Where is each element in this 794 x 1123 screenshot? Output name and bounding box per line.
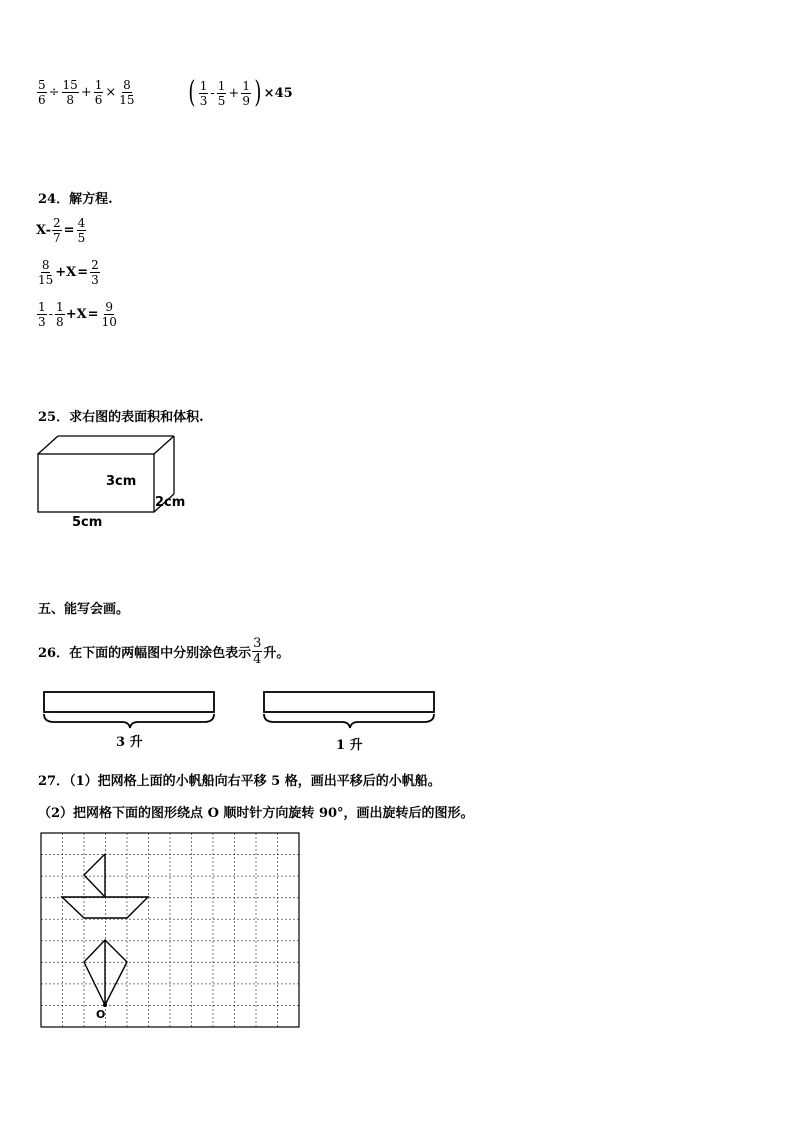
expression-2: ( $\frac{1}{3}$ - $\frac{1}{5}$ + $\frac{1}{9}$ ) ×45 — [188, 75, 293, 110]
fraction: $\frac{2}{3}$ — [91, 258, 99, 287]
fraction: $\frac{4}{5}$ — [77, 216, 86, 245]
fraction: $\frac{1}{3}$ — [199, 78, 208, 108]
cuboid-edge — [38, 436, 58, 454]
sailboat-hull — [62, 897, 148, 918]
right-paren: ) — [254, 75, 262, 110]
bar-1-liter — [264, 692, 434, 712]
grid-figure — [40, 832, 302, 1030]
fraction: $\frac{1}{8}$ — [56, 300, 64, 329]
fraction: $\frac{1}{5}$ — [217, 78, 226, 108]
equation-2: $\frac{8}{15}$ +X = $\frac{2}{3}$ — [38, 258, 99, 287]
fraction: $\frac{9}{10}$ — [101, 300, 117, 329]
left-paren: ( — [188, 75, 196, 110]
cuboid-edge — [154, 436, 174, 454]
brace-3-liters — [44, 714, 214, 728]
depth-label: 2cm — [155, 495, 186, 510]
point-o — [103, 1003, 107, 1007]
liter-bars — [38, 688, 448, 738]
q26-prompt: 26．在下面的两幅图中分别涂色表示 $\frac{3}{4}$ 升。 — [38, 636, 290, 667]
cuboid-front-face — [38, 454, 154, 512]
section-5-title: 五、能写会画。 — [38, 602, 130, 617]
q25-title: 25．求右图的表面积和体积. — [38, 410, 204, 425]
fraction: $\frac{1}{3}$ — [38, 300, 46, 329]
equation-1: X- $\frac{2}{7}$ = $\frac{4}{5}$ — [36, 216, 86, 245]
height-label: 3cm — [106, 474, 137, 489]
fraction: $\frac{15}{8}$ — [62, 78, 78, 107]
q27-line1: 27．（1）把网格上面的小帆船向右平移 5 格，画出平移后的小帆船。 — [38, 774, 441, 789]
fraction: $\frac{3}{4}$ — [253, 636, 262, 667]
equation-3: $\frac{1}{3}$ - $\frac{1}{8}$ +X = $\frac{9}{10}$ — [38, 300, 117, 329]
fraction: $\frac{5}{6}$ — [38, 78, 46, 107]
brace-1-liter — [264, 714, 434, 728]
length-label: 5cm — [72, 515, 103, 530]
q27-line2: （2）把网格下面的图形绕点 O 顺时针方向旋转 90°，画出旋转后的图形。 — [38, 806, 474, 821]
fraction: $\frac{2}{7}$ — [53, 216, 61, 245]
sailboat-sail — [84, 854, 105, 897]
expression-1: $\frac{5}{6}$ ÷ $\frac{15}{8}$ + $\frac{1}{6}$ × $\frac{8}{15}$ — [38, 78, 135, 107]
q24-title: 24．解方程. — [38, 192, 113, 207]
fraction: $\frac{8}{15}$ — [38, 258, 54, 287]
fraction: $\frac{1}{9}$ — [242, 78, 250, 108]
bar-3-liters — [44, 692, 214, 712]
bar-3-liters-label: 3 升 — [116, 735, 143, 750]
fraction: $\frac{1}{6}$ — [94, 78, 103, 107]
bar-1-liter-label: 1 升 — [336, 738, 363, 753]
fraction: $\frac{8}{15}$ — [119, 78, 135, 107]
point-o-label: O — [96, 1008, 106, 1021]
